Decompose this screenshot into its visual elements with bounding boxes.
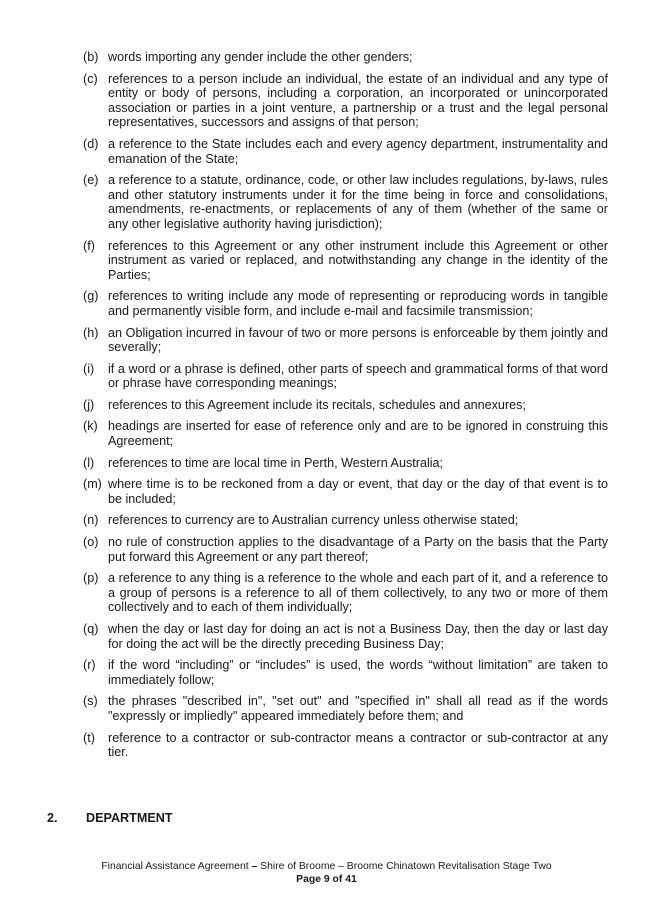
item-label: (o) xyxy=(83,535,99,550)
list-item xyxy=(83,622,608,651)
item-label: (l) xyxy=(83,455,95,470)
list-item xyxy=(83,694,608,723)
item-text: no rule of construction applies to the disadvantage of a Party on the basis that the Party put forward this Agreement or any part thereof; xyxy=(108,535,608,564)
item-text: an Obligation incurred in favour of two or more persons is enforceable by them jointly and severally; xyxy=(108,325,608,355)
item-label: (n) xyxy=(83,513,99,528)
section-title: DEPARTMENT xyxy=(86,811,173,825)
item-text: when the day or last day for doing an act is not a Business Day, then the day or last day for doing the act will be the directly preceding Business Day; xyxy=(108,622,608,651)
list-item xyxy=(83,289,608,318)
section-heading xyxy=(47,811,173,825)
item-text: references to currency are to Australian currency unless otherwise stated; xyxy=(108,513,519,528)
item-text: references to time are local time in Perth, Western Australia; xyxy=(108,455,444,470)
item-label: (r) xyxy=(83,658,96,673)
item-text: references to this Agreement include its recitals, schedules and annexures; xyxy=(108,397,526,412)
section-number: 2. xyxy=(47,811,58,825)
item-text: where time is to be reckoned from a day or event, that day or the day of that event is to be included; xyxy=(108,477,608,506)
item-label: (m) xyxy=(83,477,102,492)
list-item xyxy=(83,731,608,760)
item-label: (c) xyxy=(83,71,98,86)
item-text: references to this Agreement or any other instrument include this Agreement or other instrument as varied or replaced, and notwithstanding any change in the identity of the Parties; xyxy=(108,238,608,282)
item-text: reference to a contractor or sub-contractor means a contractor or sub-contractor at any tier. xyxy=(108,730,608,760)
item-label: (b) xyxy=(83,50,99,64)
item-label: (p) xyxy=(83,571,99,586)
list-item xyxy=(83,456,608,471)
list-item xyxy=(83,326,608,355)
item-label: (g) xyxy=(83,289,99,304)
item-text: references to writing include any mode of representing or reproducing words in tangible and permanently visible form, and include e-mail and facsimile transmission; xyxy=(108,289,608,318)
footer-dash: – xyxy=(248,861,261,872)
page-footer xyxy=(0,860,653,886)
item-text: references to a person include an individual, the estate of an individual and any type of entity or body of persons, including a corporation, an incorporated or unincorporated association or parties in a joint venture, a partnership or a trust and the legal personal representatives, successors and assigns of that person; xyxy=(108,71,608,130)
item-label: (k) xyxy=(83,419,98,434)
item-text: if a word or a phrase is defined, other parts of speech and grammatical forms of that word or phrase have corresponding meanings; xyxy=(108,361,608,391)
footer-project: Shire of Broome – Broome Chinatown Revitalisation Stage Two xyxy=(260,861,552,872)
list-item xyxy=(83,362,608,391)
item-label: (h) xyxy=(83,325,99,340)
list-item xyxy=(83,173,608,231)
list-item xyxy=(83,513,608,528)
item-text: a reference to a statute, ordinance, code, or other law includes regulations, by-laws, rules and other statutory instruments under it for the time being in force and consolidations, amendments, re-enactments, or replacements of any of them (whether of the same or any other legislative authority having jurisdiction); xyxy=(108,173,608,231)
list-item xyxy=(83,477,608,506)
item-text: the phrases "described in", "set out" and "specified in" shall all read as if the words "expressly or impliedly" appeared immediately before them; and xyxy=(108,694,608,723)
list-item xyxy=(83,398,608,413)
item-label: (j) xyxy=(83,397,95,412)
page-number: Page 9 of 41 xyxy=(296,874,357,885)
item-label: (d) xyxy=(83,136,99,151)
footer-title xyxy=(0,860,653,873)
item-label: (s) xyxy=(83,694,98,709)
item-text: words importing any gender include the other genders; xyxy=(108,50,413,64)
list-item xyxy=(83,239,608,283)
list-item xyxy=(83,419,608,448)
item-label: (i) xyxy=(83,361,95,376)
list-item xyxy=(83,535,608,564)
list-item xyxy=(83,571,608,615)
footer-agreement: Financial Assistance Agreement xyxy=(101,861,249,872)
item-text: headings are inserted for ease of reference only and are to be ignored in construing this Agreement; xyxy=(108,419,608,449)
item-label: (q) xyxy=(83,622,99,636)
item-text: if the word “including” or “includes” is used, the words “without limitation” are taken to immediately follow; xyxy=(108,658,608,687)
item-label: (t) xyxy=(83,730,95,745)
list-item xyxy=(83,658,608,687)
list-item xyxy=(83,72,608,130)
item-label: (e) xyxy=(83,173,99,188)
list-item xyxy=(83,137,608,166)
definitions-list xyxy=(83,50,608,767)
list-item xyxy=(83,50,608,65)
item-text: a reference to the State includes each and every agency department, instrumentality and emanation of the State; xyxy=(108,136,608,166)
item-text: a reference to any thing is a reference to the whole and each part of it, and a reference to a group of persons is a reference to all of them collectively, to any two or more of them collectively and to each of them individually; xyxy=(108,571,608,615)
item-label: (f) xyxy=(83,238,95,253)
